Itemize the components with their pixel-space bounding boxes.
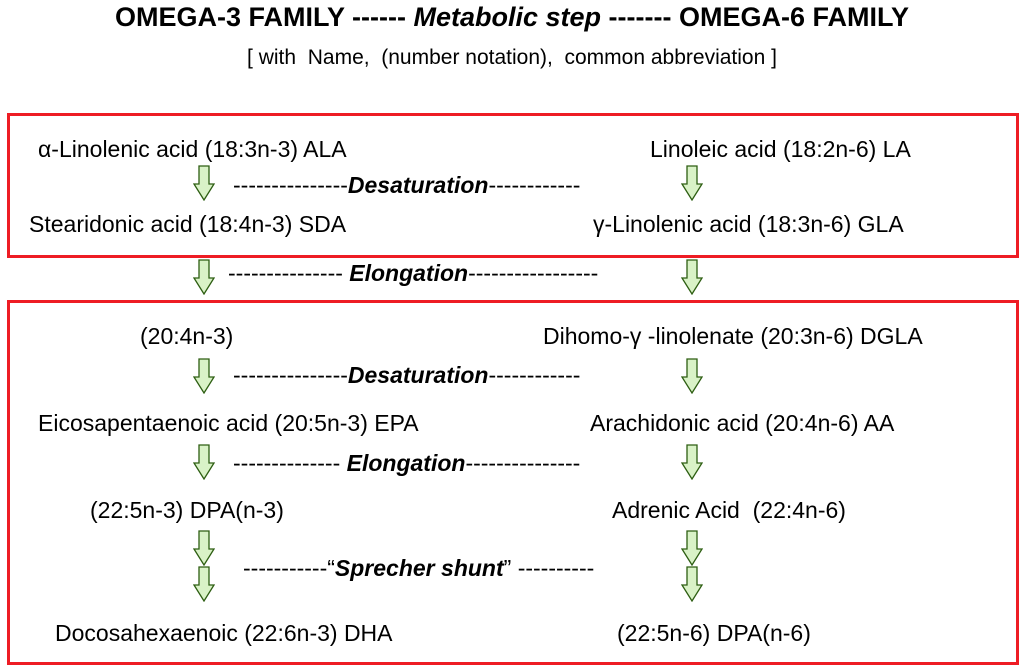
dpa-n3-label: (22:5n-3) DPA(n-3): [90, 497, 284, 523]
arrow-epa-to-dpa-n3: [193, 444, 215, 480]
arrow-dpa-n3-shunt-a: [193, 530, 215, 566]
arrow-sda-to-20-4n3: [193, 259, 215, 295]
desat1-dashes-pre: ---------------: [233, 172, 348, 198]
shunt-label: Sprecher shunt: [334, 555, 504, 581]
elong1-label: Elongation: [349, 260, 469, 286]
epa-label: Eicosapentaenoic acid (20:5n-3) EPA: [38, 410, 419, 436]
elong2-label: Elongation: [346, 450, 466, 476]
dha-label: Docosahexaenoic (22:6n-3) DHA: [55, 620, 393, 646]
omega6-family-heading: OMEGA-6 FAMILY: [678, 2, 910, 32]
ala-label: α-Linolenic acid (18:3n-3) ALA: [38, 136, 347, 162]
arrow-adrenic-shunt-b: [681, 566, 703, 602]
arrow-dgla-to-aa: [681, 358, 703, 394]
desat2-label: Desaturation: [347, 362, 489, 388]
arrow-adrenic-shunt-a: [681, 530, 703, 566]
subtitle: [ with Name, (number notation), common abbreviation ]: [247, 46, 777, 69]
elong1-dashes-post: -----------------: [468, 260, 599, 286]
elong2-dashes-post: ---------------: [465, 450, 581, 476]
title-dashes-right: -------: [601, 2, 679, 32]
arrow-dpa-n3-shunt-b: [193, 566, 215, 602]
adrenic-acid-label: Adrenic Acid (22:4n-6): [612, 497, 846, 523]
desaturation-step-1: [233, 172, 580, 199]
omega3-family-heading: OMEGA-3 FAMILY: [114, 2, 345, 32]
dpa-n6-label: (22:5n-6) DPA(n-6): [617, 620, 811, 646]
metabolic-step-heading: Metabolic step: [413, 2, 602, 32]
sda-label: Stearidonic acid (18:4n-3) SDA: [29, 211, 347, 237]
elongation-step-1: [228, 260, 598, 287]
title-dashes-left: ------: [344, 2, 414, 32]
arrow-ala-to-sda: [193, 165, 215, 201]
page-title: [0, 2, 1024, 33]
arrow-aa-to-adrenic: [681, 444, 703, 480]
elongation-step-2: [233, 450, 580, 477]
la-label: Linoleic acid (18:2n-6) LA: [650, 136, 911, 162]
desat2-dashes-pre: ---------------: [233, 362, 348, 388]
arrow-20-4n3-to-epa: [193, 358, 215, 394]
dgla-label: Dihomo-γ -linolenate (20:3n-6) DGLA: [543, 323, 923, 349]
arrow-gla-to-dgla: [681, 259, 703, 295]
shunt-dashes-pre: -----------“: [243, 555, 335, 581]
aa-label: Arachidonic acid (20:4n-6) AA: [590, 410, 895, 436]
desat1-label: Desaturation: [347, 172, 489, 198]
shunt-dashes-post: ” ----------: [503, 555, 595, 581]
gla-label: γ-Linolenic acid (18:3n-6) GLA: [593, 211, 904, 237]
desat2-dashes-post: ------------: [488, 362, 581, 388]
sprecher-shunt-step: [243, 555, 594, 582]
arrow-la-to-gla: [681, 165, 703, 201]
desaturation-step-2: [233, 362, 580, 389]
elong2-dashes-pre: --------------: [233, 450, 347, 476]
20-4n3-label: (20:4n-3): [140, 323, 234, 349]
desat1-dashes-post: ------------: [488, 172, 581, 198]
elong1-dashes-pre: ---------------: [228, 260, 350, 286]
pathway-box-bottom: [7, 300, 1019, 665]
